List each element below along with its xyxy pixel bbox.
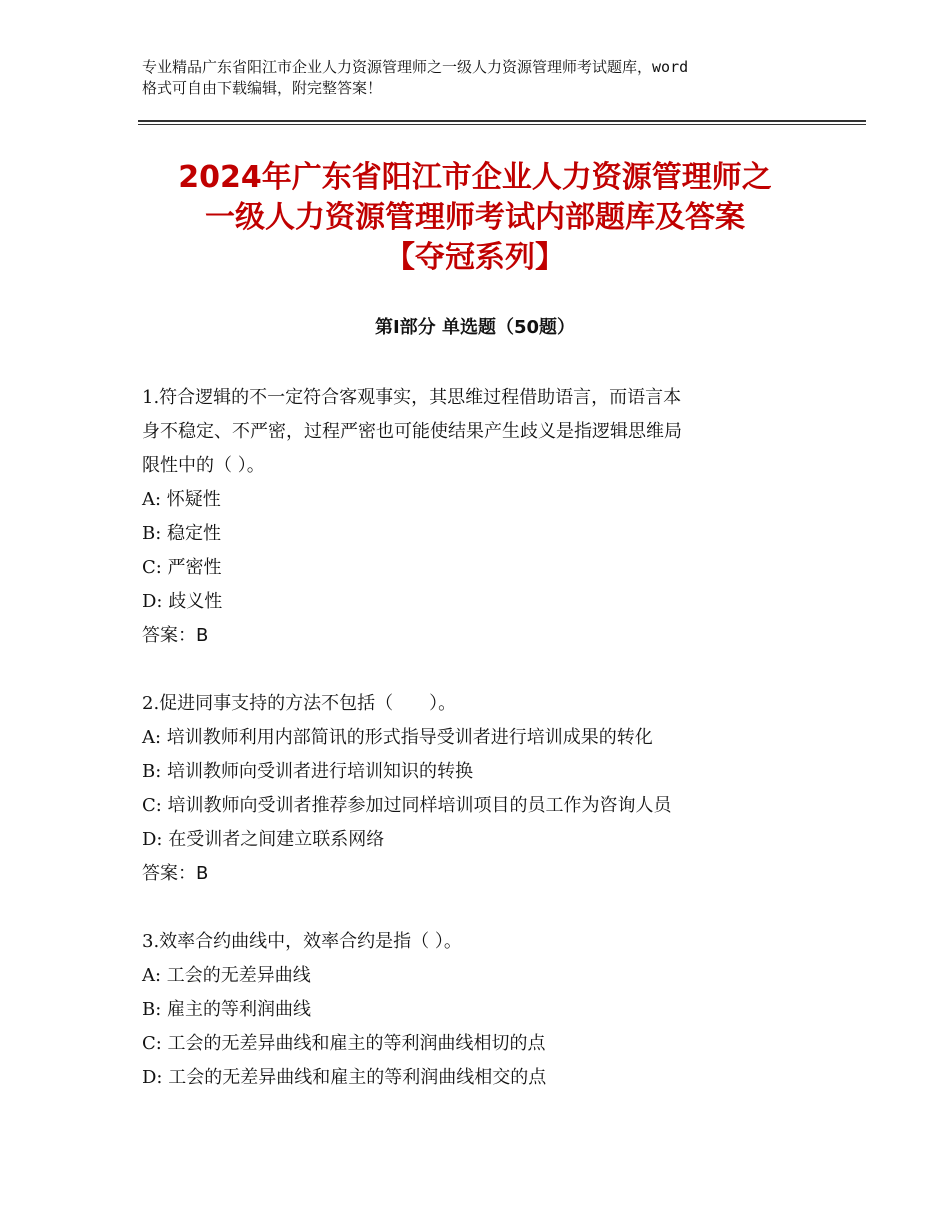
- option-b: B: 雇主的等利润曲线: [142, 999, 312, 1020]
- document-title: [100, 158, 850, 278]
- header-note-line: 专业精品广东省阳江市企业人力资源管理师之一级人力资源管理师考试题库，word: [142, 58, 689, 76]
- section-heading: 第Ⅰ部分 单选题（50题）: [374, 317, 575, 338]
- option-d: D: 工会的无差异曲线和雇主的等利润曲线相交的点: [142, 1067, 547, 1088]
- question-3: [142, 925, 822, 1095]
- question-list: [142, 381, 822, 1095]
- question-1: [142, 381, 822, 653]
- option-a: A: 怀疑性: [142, 489, 221, 510]
- question-2: [142, 687, 822, 891]
- header-divider: [138, 120, 866, 122]
- title-line: 2024年广东省阳江市企业人力资源管理师之: [178, 160, 772, 195]
- question-stem: 3.效率合约曲线中，效率合约是指（ ）。: [142, 931, 462, 952]
- spacer: [142, 653, 822, 687]
- option-a: A: 工会的无差异曲线: [142, 965, 311, 986]
- option-c: C: 培训教师向受训者推荐参加过同样培训项目的员工作为咨询人员: [142, 795, 672, 816]
- option-a: A: 培训教师利用内部简讯的形式指导受训者进行培训成果的转化: [142, 727, 653, 748]
- option-c: C: 工会的无差异曲线和雇主的等利润曲线相切的点: [142, 1033, 546, 1054]
- question-stem: 身不稳定、不严密，过程严密也可能使结果产生歧义是指逻辑思维局: [142, 421, 682, 442]
- answer: 答案：B: [142, 863, 209, 884]
- question-stem: 限性中的（ ）。: [142, 455, 265, 476]
- option-b: B: 培训教师向受训者进行培训知识的转换: [142, 761, 474, 782]
- answer: 答案：B: [142, 625, 209, 646]
- question-stem: 1.符合逻辑的不一定符合客观事实，其思维过程借助语言，而语言本: [142, 387, 682, 408]
- header-note-line: 格式可自由下载编辑，附完整答案！: [142, 79, 383, 97]
- option-c: C: 严密性: [142, 557, 222, 578]
- option-d: D: 在受训者之间建立联系网络: [142, 829, 385, 850]
- title-line: 【夺冠系列】: [385, 240, 565, 275]
- header-note: [142, 57, 822, 99]
- header-divider-thin: [138, 124, 866, 125]
- question-stem: 2.促进同事支持的方法不包括（ ）。: [142, 693, 457, 714]
- option-b: B: 稳定性: [142, 523, 222, 544]
- title-line: 一级人力资源管理师考试内部题库及答案: [205, 200, 745, 235]
- option-d: D: 歧义性: [142, 591, 223, 612]
- spacer: [142, 891, 822, 925]
